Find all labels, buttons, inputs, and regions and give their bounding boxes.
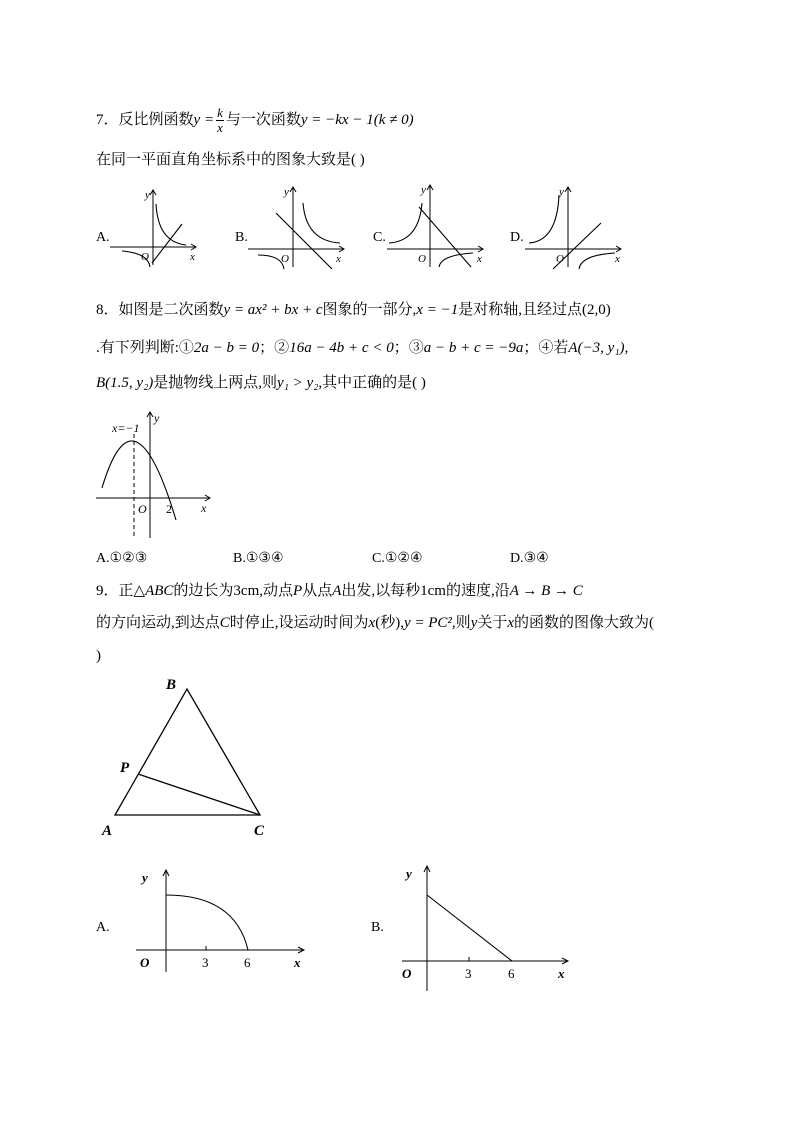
q7-fraction — [216, 106, 224, 135]
q9-vertex-c: C — [254, 823, 265, 839]
q7-option-d-label: D. — [510, 230, 524, 245]
q8-l2-text-2: ；② — [259, 340, 290, 356]
q9-l2-formula-3: y = PC² — [403, 615, 452, 631]
q8-line-2 — [96, 338, 628, 358]
q9-l2-text-3: (秒), — [375, 615, 404, 631]
q9-l2-text-5: 关于 — [477, 615, 508, 631]
svg-text:x: x — [615, 253, 620, 265]
q8-tick-2-label: 2 — [166, 502, 172, 516]
q8-formula-quadratic: y = ax² + bx + c — [223, 302, 323, 318]
q8-l3-formula-2: y₁ > y₂ — [277, 375, 319, 391]
q9-text-3: ,动点 — [259, 583, 294, 599]
q8-formula-point: (2,0) — [581, 302, 611, 318]
q9-option-a-label: A. — [96, 920, 110, 935]
q7-graph-a — [110, 188, 200, 268]
svg-text:y: y — [559, 186, 564, 198]
q9-formula-1: △ABC — [133, 583, 174, 599]
q8-origin-label: O — [138, 502, 147, 516]
q8-y-label: y — [154, 411, 160, 425]
q8-formula-axis: x = −1 — [416, 302, 459, 318]
q8-option-c: C.①②④ — [372, 551, 423, 566]
q7-fraction-denominator: x — [217, 120, 223, 135]
q9a-x-label: x — [294, 955, 301, 970]
q8-l2-text-3: ；③ — [393, 340, 424, 356]
svg-text:O: O — [281, 253, 289, 265]
q9-formula-2: 3cm — [233, 583, 260, 599]
q9-line-3: ) — [96, 648, 101, 664]
svg-text:x: x — [190, 251, 195, 263]
q9b-tick-3: 3 — [465, 966, 472, 981]
q9-line-2 — [96, 613, 654, 633]
svg-text:O: O — [556, 253, 564, 265]
q8-line-3 — [96, 373, 426, 393]
q9-l2-formula-2: x — [368, 615, 376, 631]
q8-option-d: D.③④ — [510, 551, 549, 566]
q8-parabola-graph — [92, 408, 217, 540]
q9-l2-text-4: ,则 — [451, 615, 471, 631]
svg-text:x: x — [477, 253, 482, 265]
q7-number: 7． — [96, 111, 119, 128]
q9-l2-text-1: 的方向运动,到达点 — [96, 615, 220, 631]
q9-text-2: 的边长为 — [173, 583, 234, 599]
q7-text-2: 与一次函数 — [225, 111, 301, 128]
q9b-y-label: y — [406, 866, 412, 881]
q9-text-4: 从点 — [302, 583, 333, 599]
q9-option-a-graph — [132, 866, 312, 976]
q8-l2-text-1: .有下列判断:① — [96, 340, 194, 356]
q9b-x-label: x — [558, 966, 565, 981]
q7-graph-d — [525, 185, 625, 270]
svg-text:y: y — [421, 184, 426, 196]
q9-text-1: 正 — [118, 583, 134, 599]
q9-option-b-label: B. — [371, 920, 384, 935]
q8-text-2: 图象的一部分, — [322, 302, 417, 318]
q9-text-6: 的速度,沿 — [445, 583, 510, 599]
q8-l3-formula-1: B(1.5, y₂) — [96, 375, 154, 391]
svg-text:y: y — [145, 189, 150, 201]
q8-number: 8． — [96, 302, 119, 318]
q9b-tick-6: 6 — [508, 966, 515, 981]
svg-text:y: y — [284, 186, 289, 198]
svg-text:O: O — [418, 253, 426, 265]
q9-l2-formula-4: y — [470, 615, 478, 631]
q7-line-1 — [96, 106, 414, 135]
q7-option-b-label: B. — [235, 230, 248, 245]
q7-text-1: 反比例函数 — [118, 111, 194, 128]
q9-number: 9． — [96, 583, 119, 599]
q7-fraction-numerator: k — [217, 105, 223, 120]
q9a-tick-3: 3 — [202, 955, 209, 970]
q8-l2-formula-3: a − b + c = −9a — [423, 340, 524, 356]
q9-l2-formula-1: C — [219, 615, 230, 631]
q9-point-p: P — [120, 760, 130, 776]
q9-option-b-graph — [398, 862, 578, 994]
q7-option-a-label: A. — [96, 230, 110, 245]
q8-line-1 — [96, 300, 611, 320]
q8-axis-of-symmetry-label: x=−1 — [112, 421, 140, 435]
q8-l2-text-5: , — [624, 340, 629, 356]
q8-l2-formula-2: 16a − 4b + c < 0 — [289, 340, 394, 356]
q8-l2-formula-1: 2a − b = 0 — [193, 340, 260, 356]
q8-l2-text-4: ；④若 — [523, 340, 569, 356]
q9-triangle-figure — [100, 672, 280, 842]
q9-line-1 — [96, 581, 583, 601]
q9-formula-3: P — [293, 583, 303, 599]
q8-x-label: x — [201, 501, 207, 515]
q9-l2-text-2: 时停止,设运动时间为 — [229, 615, 369, 631]
q9-vertex-a: A — [102, 823, 113, 839]
q7-formula-linear: y = −kx − 1(k ≠ 0) — [300, 111, 414, 128]
q9a-tick-6: 6 — [244, 955, 251, 970]
q8-l3-text-1: 是抛物线上两点,则 — [153, 375, 278, 391]
q7-graph-c — [387, 183, 487, 268]
q9-l2-text-6: 的函数的图像大致为( — [514, 615, 655, 631]
q9-l2-formula-5: x — [507, 615, 515, 631]
q7-graph-b — [248, 185, 348, 270]
svg-text:O: O — [141, 251, 149, 263]
q9-formula-6: A → B → C — [509, 583, 583, 599]
q9b-origin-label: O — [402, 966, 412, 981]
svg-text:x: x — [336, 253, 341, 265]
q8-text-1: 如图是二次函数 — [118, 302, 224, 318]
q7-formula-y: y = — [193, 111, 215, 128]
q7-line-2: 在同一平面直角坐标系中的图象大致是( ) — [96, 152, 365, 168]
q9-text-5: 出发,以每秒 — [341, 583, 421, 599]
q9a-origin-label: O — [140, 955, 150, 970]
q9a-y-label: y — [142, 870, 148, 885]
q8-l2-formula-4: A(−3, y₁) — [568, 340, 625, 356]
q9-formula-4: A — [332, 583, 342, 599]
q9-formula-5: 1cm — [420, 583, 446, 599]
q8-text-3: 是对称轴,且经过点 — [458, 302, 582, 318]
q9-vertex-b: B — [166, 677, 177, 693]
q7-option-c-label: C. — [373, 230, 386, 245]
q8-option-a: A.①②③ — [96, 551, 148, 566]
q8-option-b: B.①③④ — [233, 551, 284, 566]
q8-l3-text-2: ,其中正确的是( ) — [318, 375, 426, 391]
